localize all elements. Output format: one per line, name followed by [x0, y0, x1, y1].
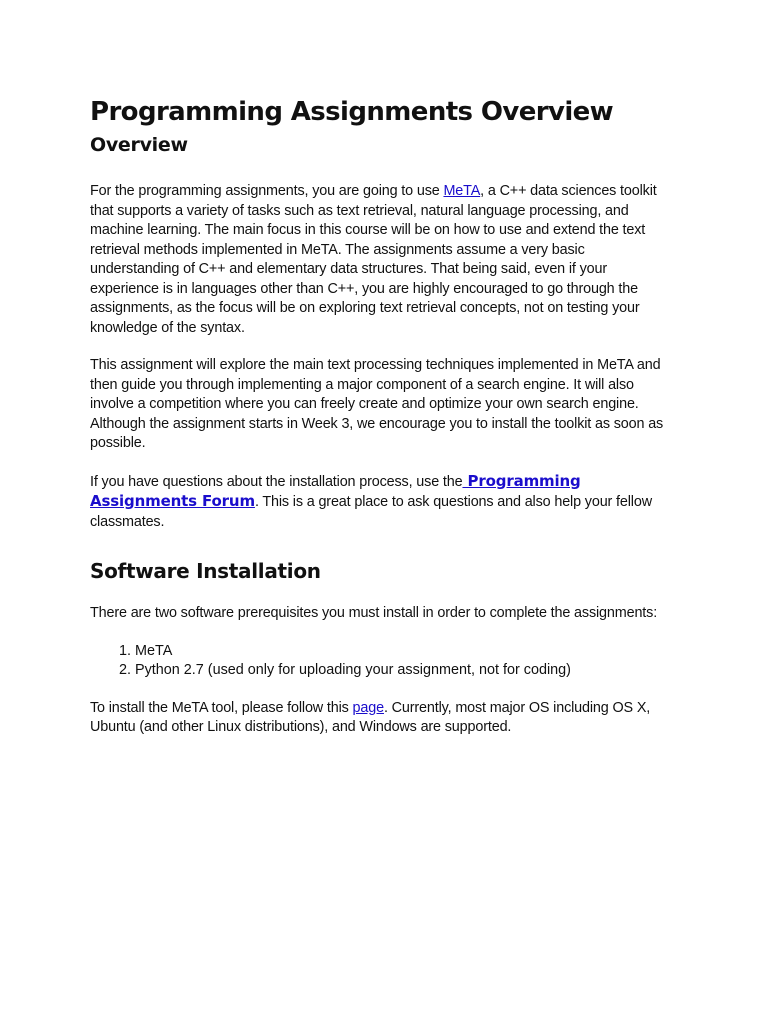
programming-assignments-forum-link[interactable]: Programming Assignments Forum [90, 471, 581, 510]
page-title: Programming Assignments Overview [90, 97, 614, 127]
intro-text-after: , a C++ data sciences toolkit that supports a variety of tasks such as text retrieval, natural language processing, and machine learning. The main focus in this course will be on how to use and extend the text retrieval methods implemented in MeTA. The assignments assume a very basic understanding of C++ and elementary data structures. That being said, even if your experience is in languages other than C++, you are highly encouraged to go through the assignments, as the focus will be on exploring text retrieval concepts, not on testing your knowledge of the syntax. [90, 183, 657, 336]
intro-text-before: For the programming assignments, you are going to use [90, 183, 444, 199]
forum-text-before: If you have questions about the installation process, use the [90, 473, 463, 490]
install-paragraph [90, 699, 675, 738]
forum-paragraph [90, 472, 675, 533]
assignment-paragraph: This assignment will explore the main text processing techniques implemented in MeTA and then guide you through implementing a major component of a search engine. It will also involve a competition where you can freely create and optimize your own search engine. Although the assignment starts in Week 3, we encourage you to install the toolkit as soon as possible. [90, 357, 664, 451]
install-text-before: To install the MeTA tool, please follow this [90, 699, 353, 716]
prerequisites-list [90, 642, 675, 681]
document-page [90, 94, 675, 738]
software-installation-heading: Software Installation [90, 559, 321, 583]
install-text-after: . Currently, most major OS including OS X, Ubuntu (and other Linux distributions), and Windows are supported. [90, 699, 651, 735]
overview-heading: Overview [90, 134, 188, 156]
prerequisites-paragraph: There are two software prerequisites you must install in order to complete the assignments: [90, 605, 658, 621]
install-page-link[interactable]: page [352, 699, 384, 716]
meta-link[interactable]: MeTA [443, 183, 481, 199]
list-item: 2. Python 2.7 (used only for uploading your assignment, not for coding) [135, 661, 675, 681]
list-item: 1. MeTA [135, 642, 675, 662]
intro-paragraph [90, 182, 675, 338]
forum-text-after: . This is a great place to ask questions and also help your fellow classmates. [90, 494, 652, 530]
